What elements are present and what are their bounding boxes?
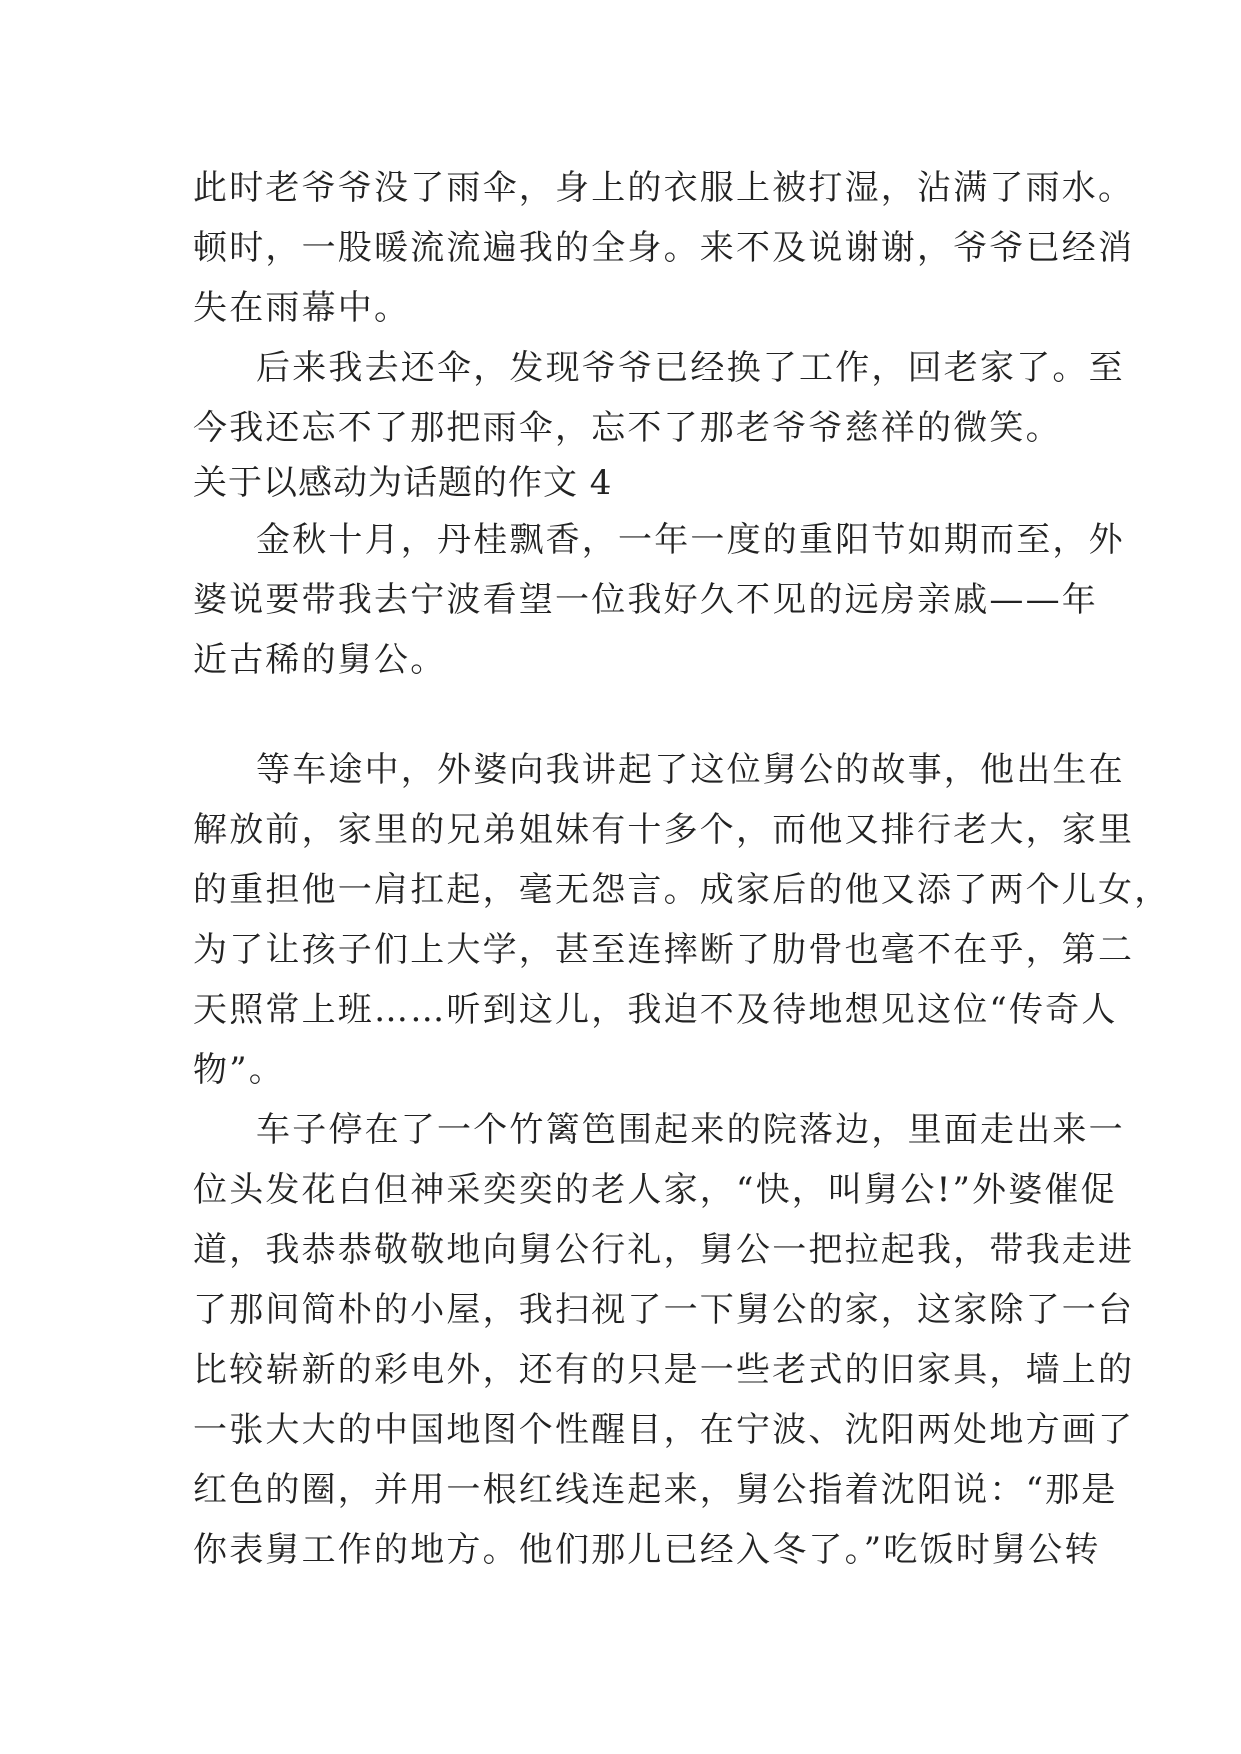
text-line: 后来我去还伞，发现爷爷已经换了工作，回老家了。至 — [256, 348, 1125, 388]
text-line: 婆说要带我去宁波看望一位我好久不见的远房亲戚——年 — [193, 580, 1098, 620]
text-line: 为了让孩子们上大学，甚至连摔断了肋骨也毫不在乎，第二 — [193, 930, 1135, 970]
text-line: 车子停在了一个竹篱笆围起来的院落边，里面走出来一 — [256, 1110, 1125, 1150]
text-line: 道，我恭恭敬敬地向舅公行礼，舅公一把拉起我，带我走进 — [193, 1230, 1135, 1270]
text-line: 此时老爷爷没了雨伞，身上的衣服上被打湿，沾满了雨水。 — [193, 168, 1135, 208]
text-line: 一张大大的中国地图个性醒目，在宁波、沈阳两处地方画了 — [193, 1410, 1135, 1450]
text-line: 位头发花白但神采奕奕的老人家，“快，叫舅公!”外婆催促 — [193, 1170, 1117, 1210]
section-heading: 关于以感动为话题的作文 4 — [193, 463, 613, 503]
text-line: 失在雨幕中。 — [193, 288, 411, 328]
text-line: 物”。 — [193, 1050, 285, 1090]
text-line: 了那间简朴的小屋，我扫视了一下舅公的家，这家除了一台 — [193, 1290, 1135, 1330]
text-line: 今我还忘不了那把雨伞，忘不了那老爷爷慈祥的微笑。 — [193, 408, 1062, 448]
text-line: 解放前，家里的兄弟姐妹有十多个，而他又排行老大，家里 — [193, 810, 1135, 850]
text-line: 的重担他一肩扛起，毫无怨言。成家后的他又添了两个儿女， — [193, 870, 1171, 910]
text-line: 顿时，一股暖流流遍我的全身。来不及说谢谢，爷爷已经消 — [193, 228, 1135, 268]
text-line: 比较崭新的彩电外，还有的只是一些老式的旧家具，墙上的 — [193, 1350, 1135, 1390]
text-line: 你表舅工作的地方。他们那儿已经入冬了。”吃饭时舅公转 — [193, 1530, 1101, 1570]
text-line: 近古稀的舅公。 — [193, 640, 447, 680]
text-line: 金秋十月，丹桂飘香，一年一度的重阳节如期而至，外 — [256, 520, 1125, 560]
text-line: 天照常上班……听到这儿，我迫不及待地想见这位“传奇人 — [193, 990, 1118, 1030]
text-line: 等车途中，外婆向我讲起了这位舅公的故事，他出生在 — [256, 750, 1125, 790]
text-line: 红色的圈，并用一根红线连起来，舅公指着沈阳说：“那是 — [193, 1470, 1118, 1510]
